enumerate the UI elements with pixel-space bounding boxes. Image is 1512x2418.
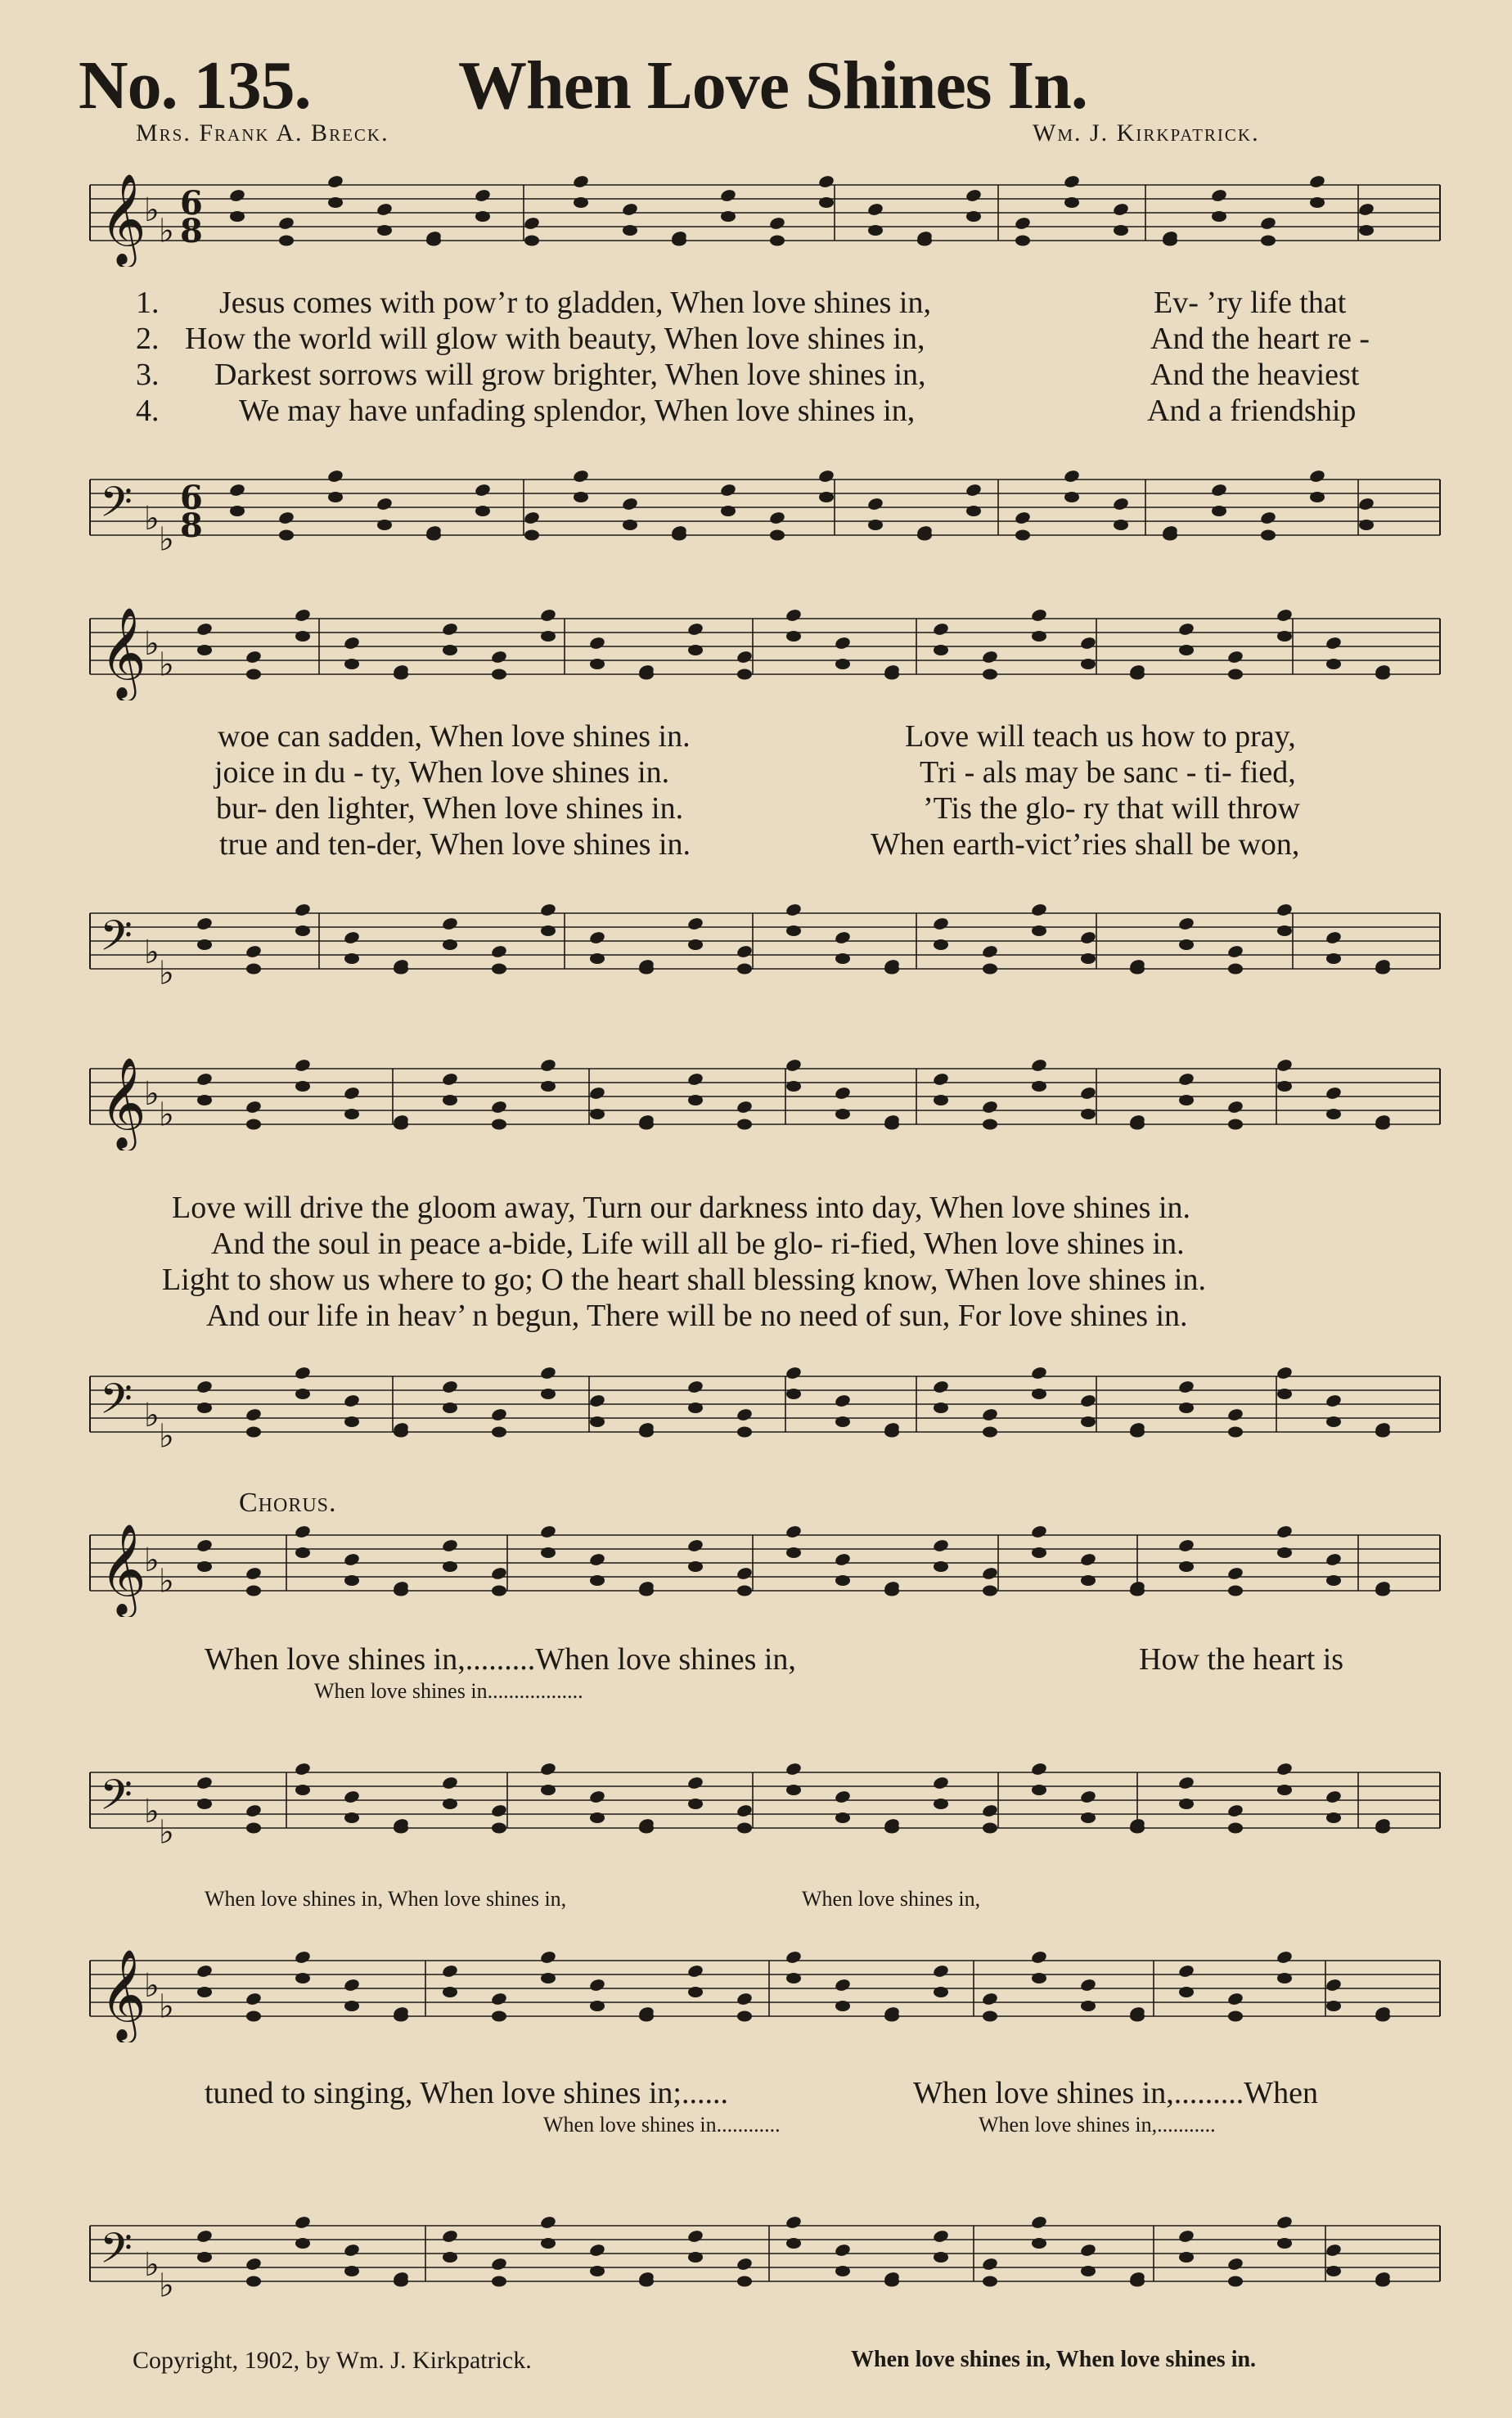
bass-staff [82, 1352, 1456, 1458]
lyric-line: woe can sadden, When love shines in. [218, 719, 691, 754]
lyric-line-end: Ev- ’ry life that [1154, 286, 1347, 320]
lyric-line-end: Love will teach us how to pray, [905, 719, 1296, 754]
alto-lyric: When love shines in.................. [314, 1679, 583, 1703]
verse-number: 4. [136, 394, 160, 428]
lyric-line-end: When earth-vict’ries shall be won, [871, 827, 1300, 862]
svg-text:♭: ♭ [159, 2267, 174, 2305]
lyric-line: true and ten-der, When love shines in. [219, 827, 691, 862]
svg-text:♭: ♭ [144, 500, 160, 538]
chorus-lyric-end: When love shines in,.........When [913, 2076, 1318, 2110]
copyright-notice: Copyright, 1902, by Wm. J. Kirkpatrick. [133, 2347, 532, 2374]
verse-number: 1. [136, 286, 160, 320]
bass-staff [82, 889, 1456, 995]
svg-text:𝄢: 𝄢 [100, 477, 133, 537]
svg-text:𝄢: 𝄢 [100, 1770, 133, 1830]
svg-text:𝄢: 𝄢 [100, 1374, 133, 1434]
lyric-line: How the world will glow with beauty, When love shines in, [185, 322, 925, 356]
svg-text:♭: ♭ [144, 1075, 160, 1113]
bass-staff [82, 1748, 1456, 1854]
lyric-line: joice in du - ty, When love shines in. [214, 755, 670, 790]
svg-text:𝄞: 𝄞 [100, 173, 146, 264]
composer-credit: Wm. J. Kirkpatrick. [1033, 119, 1260, 146]
bass-staff [82, 455, 1456, 561]
svg-text:♭: ♭ [159, 1988, 174, 2026]
lyric-line-end: ’Tis the glo- ry that will throw [923, 791, 1300, 826]
bass-lyric: When love shines in, [802, 1887, 981, 1911]
hymn-number: No. 135. [79, 47, 311, 124]
svg-text:♭: ♭ [159, 954, 174, 993]
svg-text:♭: ♭ [144, 191, 160, 229]
lyric-line: Love will drive the gloom away, Turn our darkness into day, When love shines in. [172, 1191, 1191, 1225]
svg-text:𝄞: 𝄞 [100, 1523, 146, 1614]
svg-text:8: 8 [180, 212, 203, 250]
alto-lyric: When love shines in,........... [979, 2113, 1216, 2137]
svg-text:6: 6 [180, 479, 203, 517]
svg-text:♭: ♭ [144, 934, 160, 971]
chorus-lyric: When love shines in,.........When love shines in, [205, 1642, 796, 1677]
svg-text:𝄢: 𝄢 [100, 911, 133, 970]
svg-text:♭: ♭ [159, 1813, 174, 1852]
svg-text:♭: ♭ [159, 1562, 174, 1601]
treble-staff [82, 594, 1456, 700]
lyric-line-end: And the heart re - [1150, 322, 1370, 356]
svg-text:♭: ♭ [144, 625, 160, 663]
svg-text:♭: ♭ [144, 1793, 160, 1830]
svg-text:♭: ♭ [159, 212, 174, 250]
svg-text:♭: ♭ [144, 1542, 160, 1579]
treble-staff [82, 1044, 1456, 1150]
svg-text:𝄞: 𝄞 [100, 1056, 146, 1148]
lyric-line: Light to show us where to go; O the heart shall blessing know, When love shines in. [162, 1263, 1206, 1297]
svg-text:♭: ♭ [144, 1397, 160, 1434]
chorus-lyric-end: How the heart is [1139, 1642, 1344, 1677]
lyric-line-end: Tri - als may be sanc - ti- fied, [920, 755, 1296, 790]
verse-number: 3. [136, 358, 160, 392]
lyric-line-end: And a friendship [1147, 394, 1357, 428]
lyric-line: And our life in heav’ n begun, There will be no need of sun, For love shines in. [206, 1299, 1188, 1333]
bass-staff [82, 2201, 1456, 2308]
svg-text:♭: ♭ [159, 520, 174, 559]
bass-lyric: When love shines in, When love shines in, [205, 1887, 567, 1911]
treble-staff [82, 1511, 1456, 1617]
svg-text:8: 8 [180, 507, 203, 545]
lyric-line-end: And the heaviest [1150, 358, 1360, 392]
svg-text:6: 6 [180, 184, 203, 223]
treble-staff [82, 160, 1456, 267]
alto-lyric: When love shines in............ [543, 2113, 781, 2137]
svg-text:♭: ♭ [144, 1967, 160, 2005]
lyric-line: Jesus comes with pow’r to gladden, When love shines in, [219, 286, 931, 320]
verse-number: 2. [136, 322, 160, 356]
author-credit: Mrs. Frank A. Breck. [136, 119, 389, 146]
hymn-title: When Love Shines In. [458, 47, 1087, 124]
svg-text:♭: ♭ [144, 2246, 160, 2284]
svg-text:♭: ♭ [159, 646, 174, 684]
bass-lyric: When love shines in, When love shines in. [851, 2347, 1257, 2372]
svg-text:♭: ♭ [159, 1417, 174, 1456]
lyric-line: And the soul in peace a-bide, Life will all be glo- ri-fied, When love shines in. [211, 1227, 1185, 1261]
svg-text:𝄞: 𝄞 [100, 606, 146, 698]
treble-staff [82, 1936, 1456, 2042]
chorus-lyric: tuned to singing, When love shines in;...... [205, 2076, 728, 2110]
svg-text:𝄞: 𝄞 [100, 1948, 146, 2040]
lyric-line: bur- den lighter, When love shines in. [216, 791, 684, 826]
chorus-label: Chorus. [239, 1488, 337, 1518]
lyric-line: Darkest sorrows will grow brighter, When love shines in, [214, 358, 926, 392]
svg-text:♭: ♭ [159, 1096, 174, 1134]
svg-text:𝄢: 𝄢 [100, 2223, 133, 2283]
lyric-line: We may have unfading splendor, When love shines in, [239, 394, 916, 428]
